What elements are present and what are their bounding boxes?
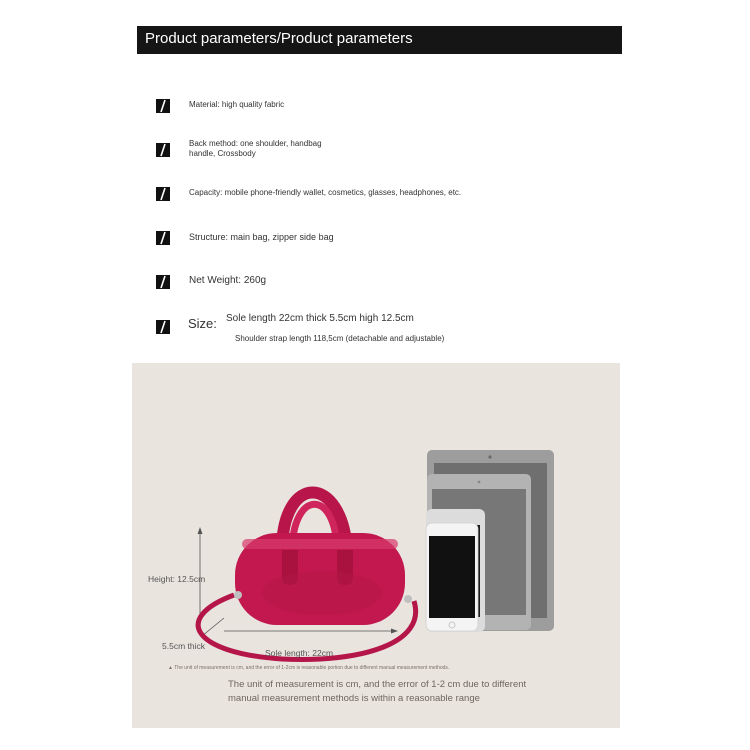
- slash-marker-icon: [156, 231, 170, 245]
- param-strap-length: Shoulder strap length 118,5cm (detachable and adjustable): [235, 334, 445, 343]
- param-structure: Structure: main bag, zipper side bag: [189, 232, 334, 242]
- section-title: Product parameters/Product parameters: [145, 30, 413, 47]
- param-size-label: Size:: [188, 316, 217, 331]
- handbag: [234, 533, 412, 625]
- param-capacity: Capacity: mobile phone-friendly wallet, cosmetics, glasses, headphones, etc.: [189, 188, 462, 197]
- thickness-label: 5.5cm thick: [162, 641, 205, 651]
- length-arrow-icon: [224, 629, 398, 634]
- slash-marker-icon: [156, 187, 170, 201]
- measurement-note-small: ▲ The unit of measurement is cm, and the error of 1-2cm is reasonable portion due to different manual measurement methods.: [168, 665, 450, 671]
- product-illustration: [132, 363, 620, 728]
- product-dimension-figure: [132, 363, 620, 728]
- param-back-method: Back method: one shoulder, handbag: [189, 139, 322, 148]
- thickness-line: [202, 618, 224, 636]
- phone-device-icon: [426, 523, 478, 631]
- section-header: [137, 26, 622, 54]
- slash-marker-icon: [156, 320, 170, 334]
- param-back-method-cont: handle, Crossbody: [189, 149, 256, 158]
- measurement-note-line1: The unit of measurement is cm, and the error of 1-2 cm due to different: [228, 679, 527, 690]
- param-net-weight: Net Weight: 260g: [189, 275, 267, 286]
- slash-marker-icon: [156, 99, 170, 113]
- height-label: Height: 12.5cm: [148, 574, 206, 584]
- param-size-value: Sole length 22cm thick 5.5cm high 12.5cm: [226, 313, 414, 324]
- length-label: Sole length: 22cm: [265, 648, 334, 658]
- slash-marker-icon: [156, 275, 170, 289]
- measurement-note-line2: manual measurement methods is within a reasonable range: [228, 693, 480, 704]
- slash-marker-icon: [156, 143, 170, 157]
- param-material: Material: high quality fabric: [189, 100, 285, 109]
